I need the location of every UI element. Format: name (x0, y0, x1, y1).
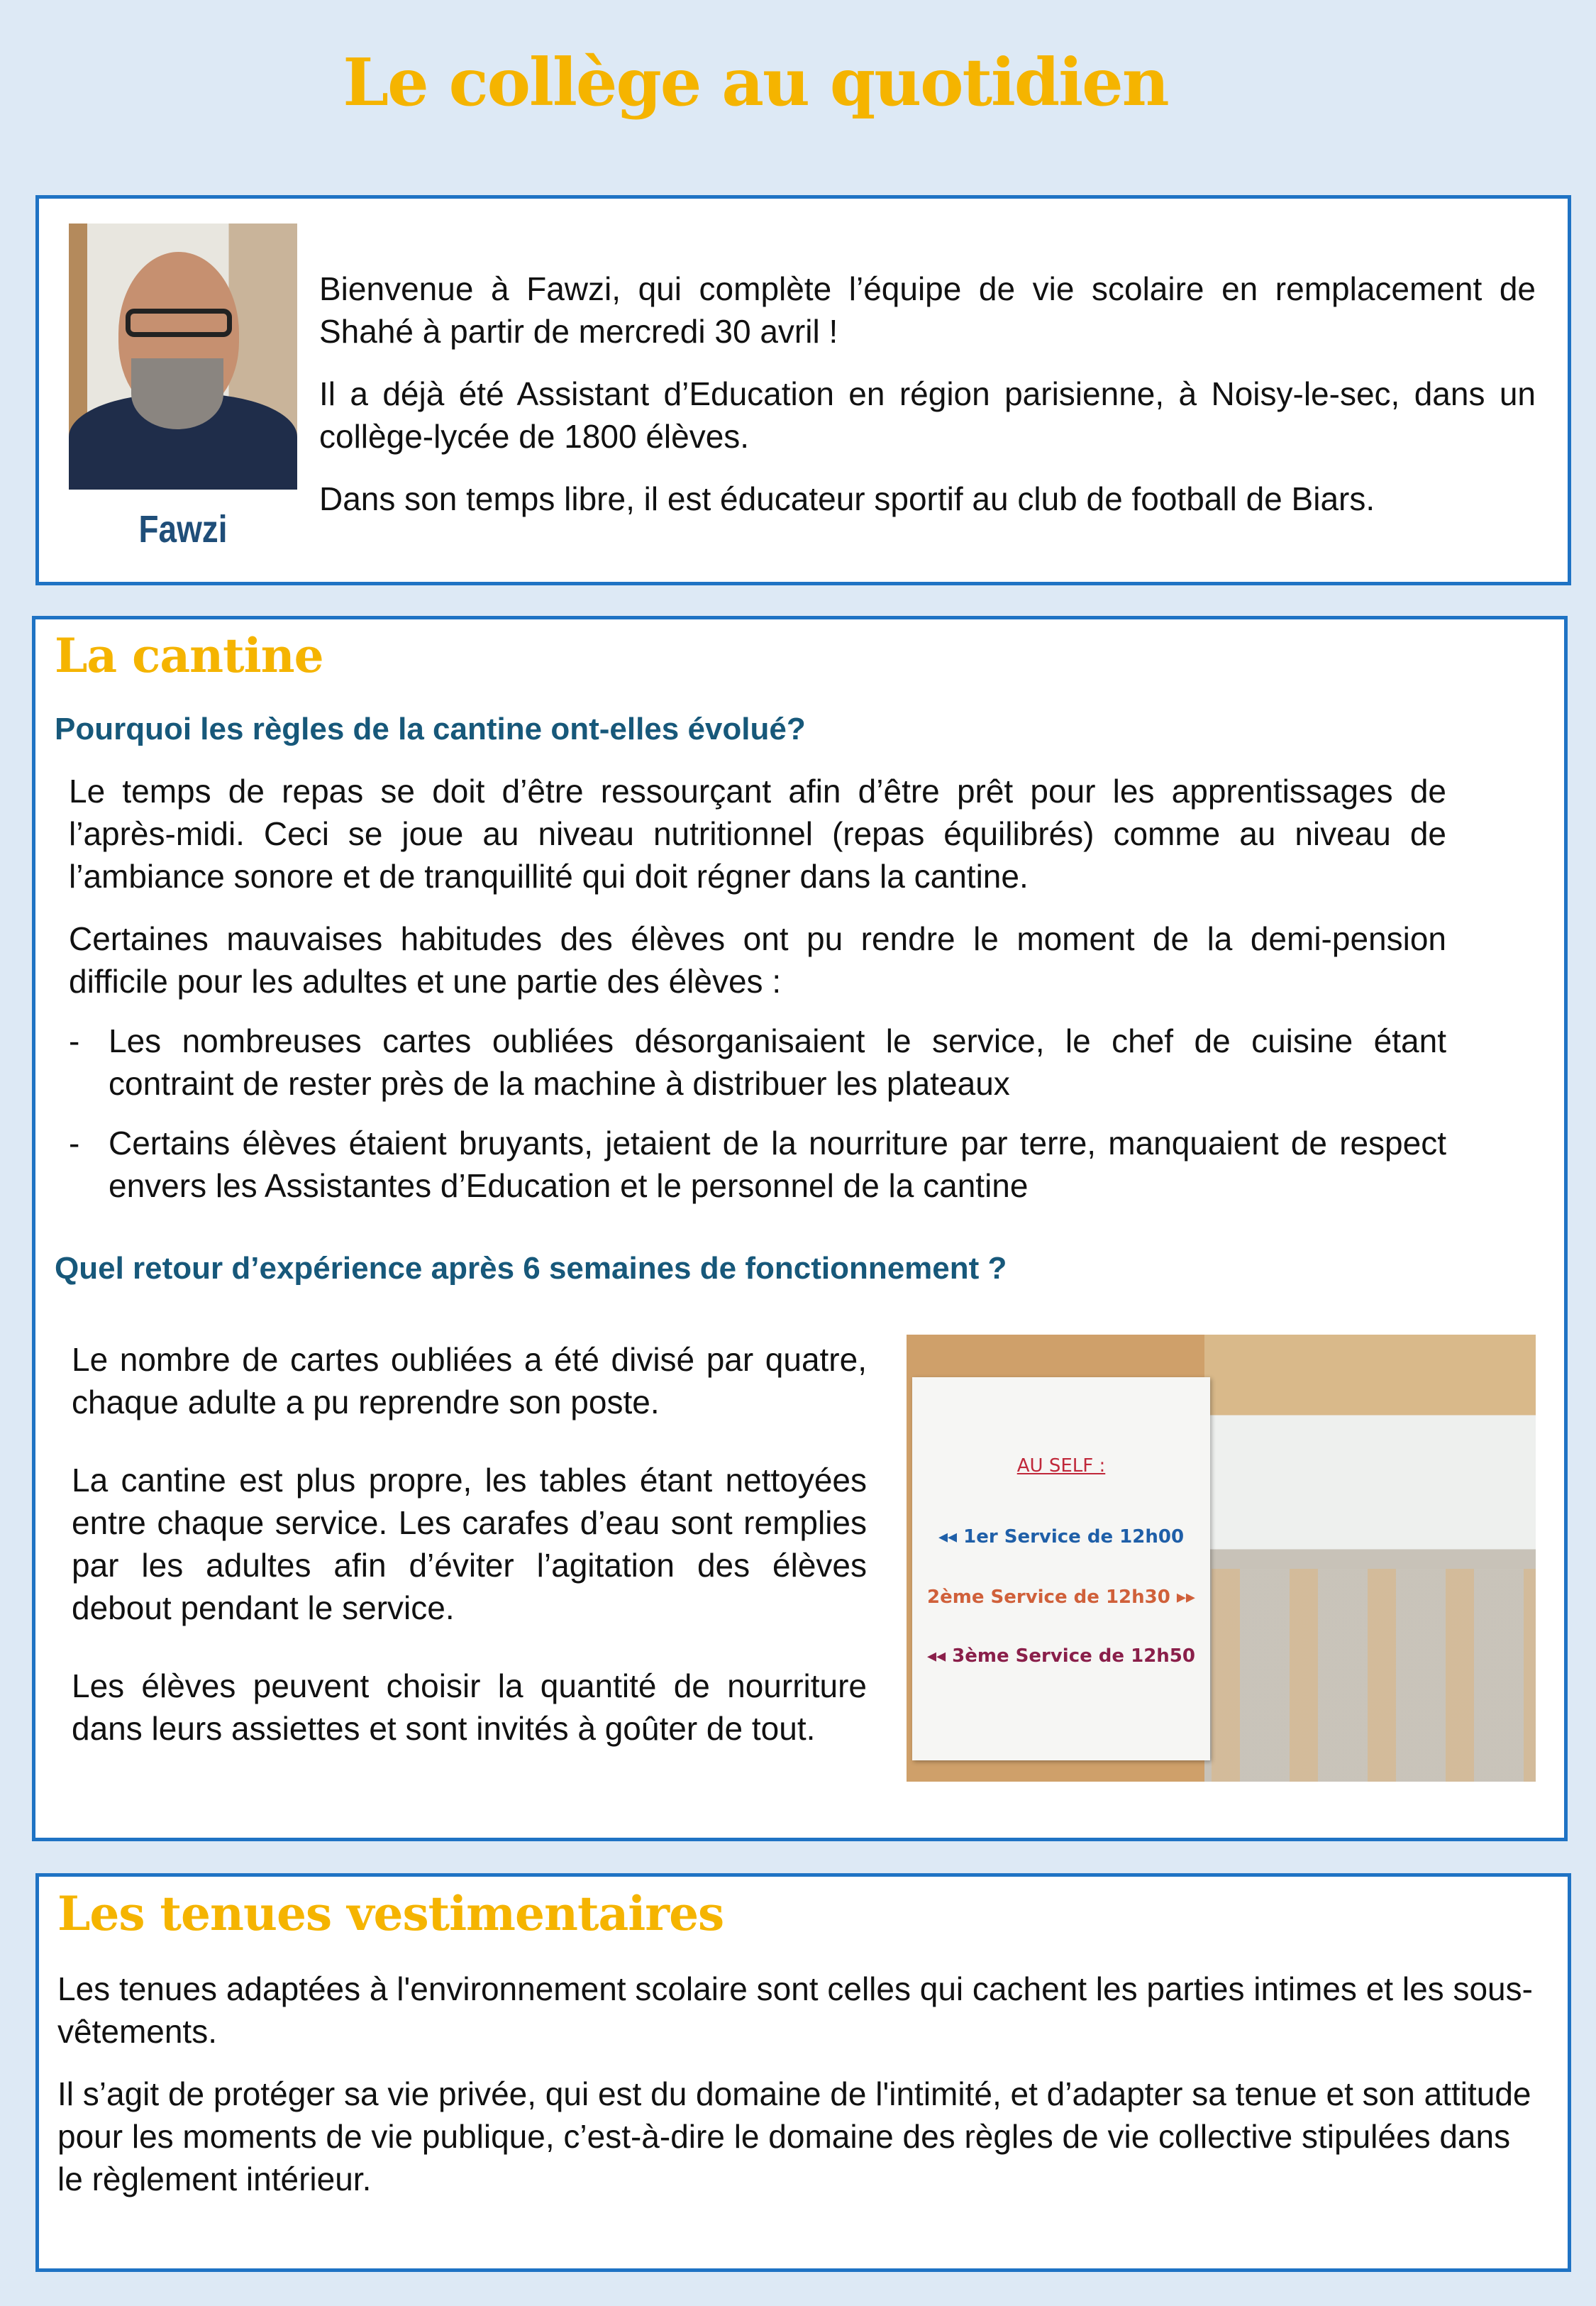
sign-service-1: ◂◂ 1er Service de 12h00 (938, 1526, 1185, 1548)
subheading: Pourquoi les règles de la cantine ont-elles évolué? (55, 712, 806, 746)
service-sign (912, 1377, 1210, 1760)
fawzi-photo (69, 224, 297, 490)
sign-service-2: 2ème Service de 12h30 ▸▸ (927, 1587, 1195, 1608)
paragraph: Il s’agit de protéger sa vie privée, qui est du domaine de l'intimité, et d’adapter sa tenue et son attitude pour les moments de vie publique, c’est-à-dire le domaine des règles de vie collective stipulées dans le règlement intérieur. (57, 2075, 1531, 2197)
subheading: Quel retour d’expérience après 6 semaines de fonctionnement ? (55, 1251, 1007, 1286)
bullet-list (69, 1020, 1446, 1207)
paragraph: Le nombre de cartes oubliées a été divisé par quatre, chaque adulte a pu reprendre son poste. (72, 1341, 867, 1420)
page-title: Le collège au quotidien (343, 44, 1168, 121)
sign-title: AU SELF : (1016, 1455, 1106, 1477)
paragraph: Dans son temps libre, il est éducateur sportif au club de football de Biars. (319, 480, 1375, 517)
tenues-text (57, 1968, 1533, 2220)
results-text (72, 1338, 867, 1770)
paragraph: Les élèves peuvent choisir la quantité de nourriture dans leurs assiettes et sont invités à goûter de tout. (72, 1667, 867, 1747)
paragraph: Certaines mauvaises habitudes des élèves ont pu rendre le moment de la demi-pension difficile pour les adultes et une partie des élèves : (69, 920, 1446, 1000)
paragraph: Le temps de repas se doit d’être ressourçant afin d’être prêt pour les apprentissages de l’après-midi. Ceci se joue au niveau nutritionnel (repas équilibrés) comme au niveau de l’ambiance sonore et de tranquillité qui doit régner dans la cantine. (69, 773, 1446, 895)
welcome-text (319, 267, 1536, 540)
photo-caption: Fawzi (138, 508, 228, 551)
list-item: - Les nombreuses cartes oubliées désorganisaient le service, le chef de cuisine étant contraint de rester près de la machine à distribuer les plateaux (69, 1022, 1446, 1102)
paragraph: La cantine est plus propre, les tables étant nettoyées entre chaque service. Les carafes d’eau sont remplies par les adultes afin d’éviter l’agitation des élèves debout pendant le service. (72, 1462, 867, 1626)
cantine-photo (907, 1335, 1536, 1782)
sign-service-3: ◂◂ 3ème Service de 12h50 (927, 1645, 1195, 1667)
cantine-text (69, 770, 1446, 1224)
paragraph: Il a déjà été Assistant d’Education en région parisienne, à Noisy-le-sec, dans un collège-lycée de 1800 élèves. (319, 375, 1536, 455)
paragraph: Bienvenue à Fawzi, qui complète l’équipe de vie scolaire en remplacement de Shahé à partir de mercredi 30 avril ! (319, 270, 1536, 350)
list-item: - Certains élèves étaient bruyants, jetaient de la nourriture par terre, manquaient de respect envers les Assistantes d’Education et le personnel de la cantine (69, 1125, 1446, 1204)
paragraph: Les tenues adaptées à l'environnement scolaire sont celles qui cachent les parties intimes et les sous-vêtements. (57, 1970, 1533, 2050)
section-heading: La cantine (55, 628, 323, 683)
section-heading: Les tenues vestimentaires (57, 1886, 724, 1941)
